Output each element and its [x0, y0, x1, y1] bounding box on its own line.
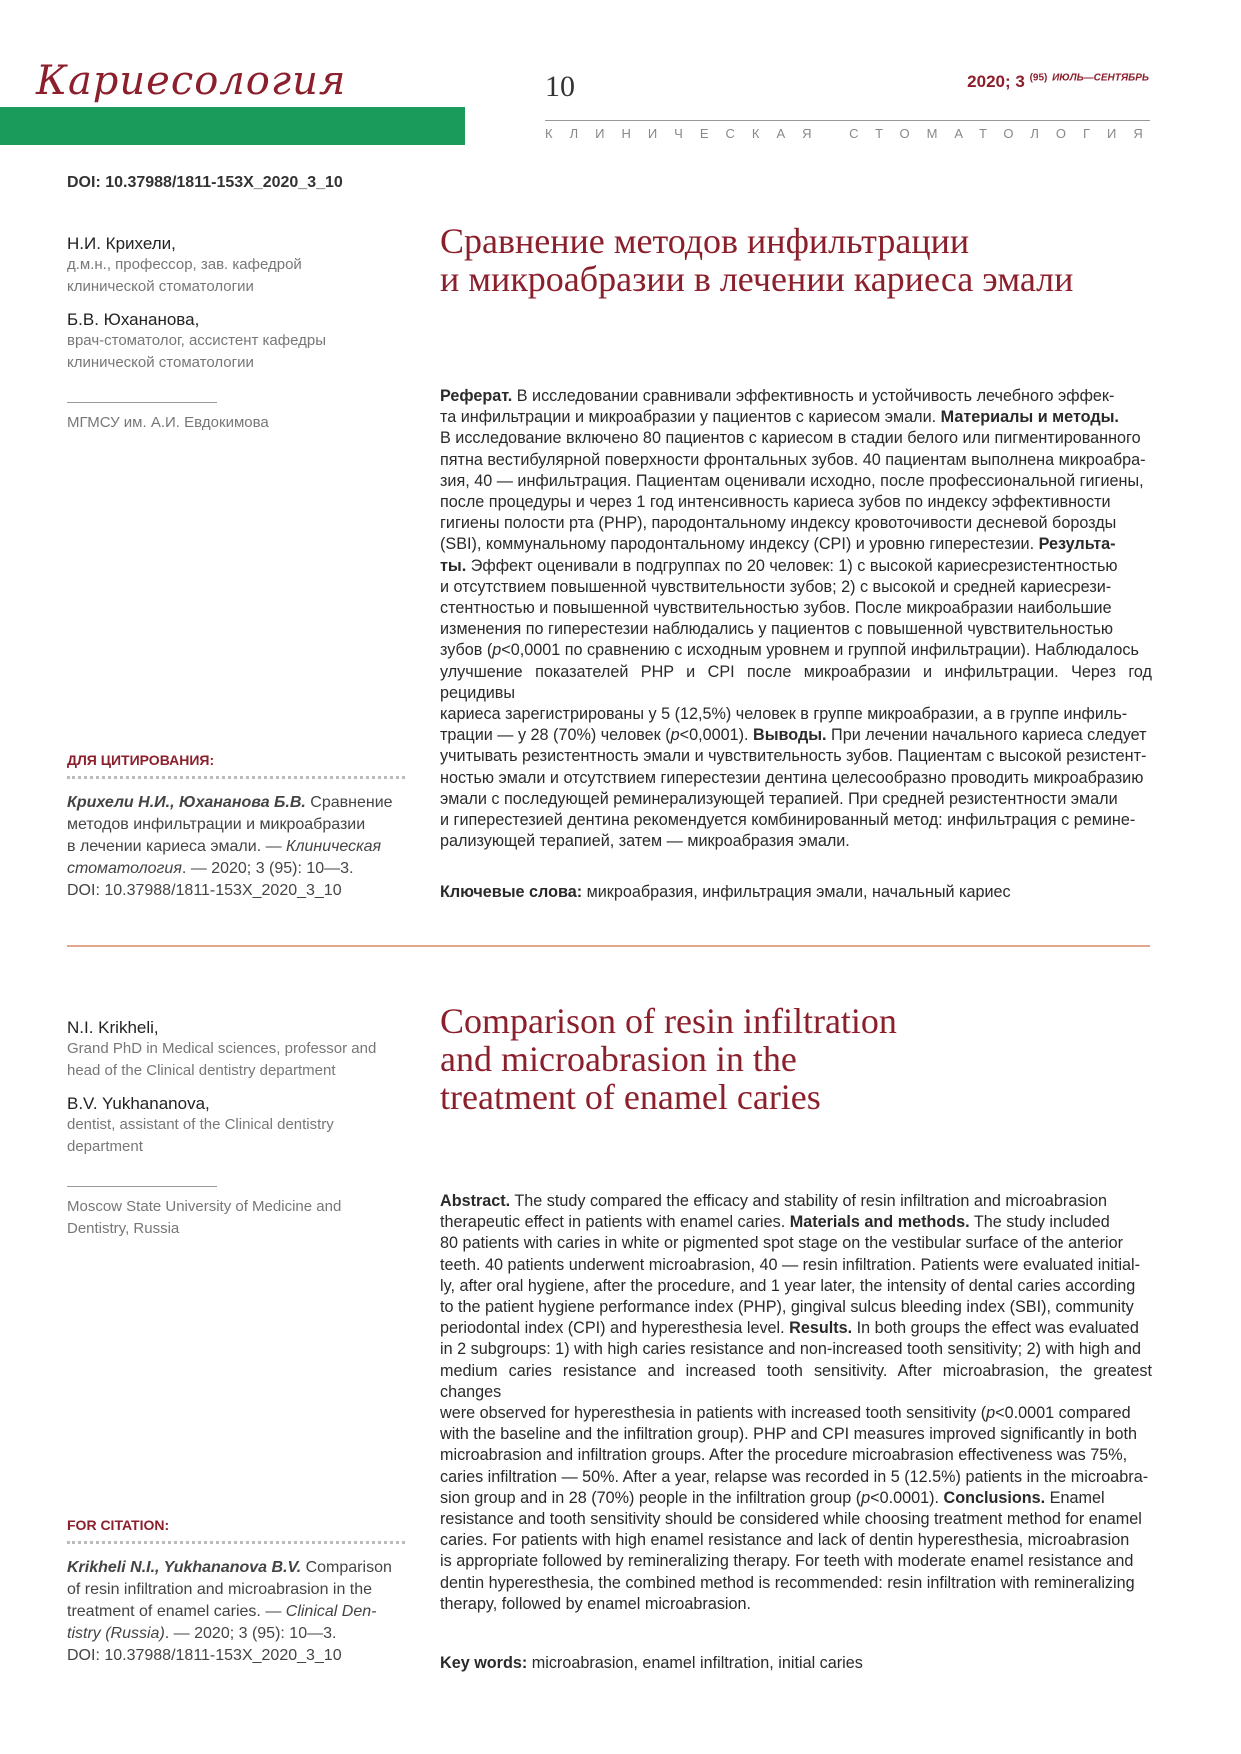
ru-abstract-line: учитывать резистентность эмали и чувствительность зубов. Пациентам с высокой резистент- [440, 747, 1147, 766]
ru-abstract-line: (SBI), коммунальному пародонтальному индексу (CPI) и уровню гиперестезии. Результа- [440, 535, 1116, 554]
en-citation-line: tistry (Russia). — 2020; 3 (95): 10—3. [67, 1625, 337, 1642]
journal-name: КЛИНИЧЕСКАЯ СТОМАТОЛОГИЯ [545, 126, 1160, 141]
en-keywords-text: microabrasion, enamel infiltration, initial caries [527, 1654, 863, 1672]
ru-citation-line: методов инфильтрации и микроабразии [67, 816, 366, 833]
en-author-2-desc-line: department [67, 1138, 143, 1155]
en-abstract-line: is appropriate followed by remineralizing therapy. For teeth with moderate enamel resistance and [440, 1552, 1134, 1571]
en-affiliation [67, 1196, 341, 1240]
header-rule [545, 120, 1150, 121]
ru-citation-heading: ДЛЯ ЦИТИРОВАНИЯ: [67, 752, 215, 768]
en-abstract-line: therapy, followed by enamel microabrasion. [440, 1594, 752, 1613]
ru-abstract-line: рализующей терапией, затем — микроабразия эмали. [440, 832, 850, 851]
ru-abstract-line: зия, 40 — инфильтрация. Пациентам оценивали исходно, после профессиональной гигиены, [440, 471, 1144, 490]
en-author-2-desc-line: dentist, assistant of the Clinical dentistry [67, 1116, 334, 1133]
issue-info [967, 72, 1149, 92]
ru-authors [67, 234, 407, 374]
en-abstract-line: to the patient hygiene performance index (PHP), gingival sulcus bleeding index (SBI), community [440, 1298, 1134, 1317]
en-citation-line: Krikheli N.I., Yukhananova B.V. Comparison [67, 1559, 392, 1576]
ru-author-2-desc [67, 330, 407, 374]
ru-affil-rule [67, 402, 217, 403]
en-abstract [440, 1191, 1152, 1615]
en-citation [67, 1557, 417, 1667]
ru-abstract-line: стентностью и повышенной чувствительностью зубов. После микроабразии наибольшие [440, 599, 1112, 618]
en-abstract-line: sion group and in 28 (70%) people in the infiltration group (p<0.0001). Conclusions. Enamel [440, 1488, 1105, 1507]
en-affiliation-line: Dentistry, Russia [67, 1220, 180, 1237]
en-keywords [440, 1653, 1152, 1674]
en-abstract-line: ly, after oral hygiene, after the procedure, and 1 year later, the intensity of dental caries according [440, 1276, 1136, 1295]
en-abstract-line: dentin hyperesthesia, the combined method is recommended: resin infiltration with remineralizing [440, 1573, 1135, 1592]
page-number: 10 [545, 70, 575, 103]
en-abstract-line: microabrasion and infiltration groups. After the procedure microabrasion effectiveness was 75%, [440, 1446, 1128, 1465]
en-title-line: and microabrasion in the [440, 1039, 797, 1079]
ru-title-line: Сравнение методов инфильтрации [440, 221, 970, 261]
ru-keywords-text: микроабразия, инфильтрация эмали, начальный кариес [582, 883, 1011, 901]
en-citation-line: of resin infiltration and microabrasion in the [67, 1581, 373, 1598]
ru-author-2-desc-line: клинической стоматологии [67, 354, 254, 371]
ru-abstract-line: кариеса зарегистрированы у 5 (12,5%) человек в группе микроабразии, а в группе инфиль- [440, 705, 1128, 724]
issue-year: 2020; 3 [967, 72, 1025, 91]
ru-abstract-line: гигиены полости рта (PHP), пародонтальному индексу кровоточивости десневой борозды [440, 514, 1117, 533]
en-keywords-label: Key words: [440, 1654, 528, 1672]
ru-author-1-desc [67, 254, 407, 298]
ru-title [440, 222, 1160, 298]
ru-abstract-line: изменения по гиперестезии наблюдались у пациентов с повышенной чувствительностью [440, 620, 1114, 639]
ru-citation [67, 792, 412, 902]
en-affil-rule [67, 1186, 217, 1187]
en-author-1-desc [67, 1038, 412, 1082]
en-abstract-line: teeth. 40 patients underwent microabrasion, 40 — resin infiltration. Patients were evaluated initial- [440, 1255, 1141, 1274]
ru-abstract-line: зубов (p<0,0001 по сравнению с исходным уровнем и группой инфильтрации). Наблюдалось [440, 641, 1139, 660]
ru-author-2-name: Б.В. Юхананова, [67, 310, 200, 329]
ru-abstract-line: та инфильтрации и микроабразии у пациентов с кариесом эмали. Материалы и методы. [440, 408, 1119, 427]
ru-abstract-line: пятна вестибулярной поверхности фронтальных зубов. 40 пациентам выполнена микроабра- [440, 450, 1146, 469]
section-divider [67, 945, 1150, 947]
ru-abstract-line: Реферат. В исследовании сравнивали эффективность и устойчивость лечебного эффек- [440, 387, 1115, 405]
ru-citation-dots [67, 776, 405, 779]
ru-author-1-desc-line: клинической стоматологии [67, 278, 254, 295]
ru-title-line: и микроабразии в лечении кариеса эмали [440, 259, 1074, 299]
ru-keywords-label: Ключевые слова: [440, 883, 583, 901]
en-abstract-line: therapeutic effect in patients with enamel caries. Materials and methods. The study included [440, 1213, 1110, 1232]
ru-author-2-desc-line: врач-стоматолог, ассистент кафедры [67, 332, 327, 349]
ru-abstract-line: эмали с последующей реминерализующей терапией. При средней резистентности эмали [440, 789, 1118, 808]
en-abstract-line: in 2 subgroups: 1) with high caries resistance and non-increased tooth sensitivity; 2) with high and [440, 1340, 1141, 1359]
en-abstract-line: resistance and tooth sensitivity should be considered while choosing treatment method for enamel [440, 1510, 1142, 1529]
ru-citation-line: Крихели Н.И., Юхананова Б.В. Сравнение [67, 794, 393, 811]
section-color-bar [0, 107, 465, 145]
ru-citation-line: в лечении кариеса эмали. — Клиническая [67, 838, 382, 855]
en-abstract-line: periodontal index (CPI) and hyperesthesia level. Results. In both groups the effect was evaluated [440, 1319, 1139, 1338]
en-author-1-name: N.I. Krikheli, [67, 1018, 159, 1037]
en-title-line: treatment of enamel caries [440, 1077, 821, 1117]
en-abstract-line: caries. For patients with high enamel resistance and lack of dentin hyperesthesia, microabrasion [440, 1531, 1130, 1550]
ru-abstract-line: улучшение показателей PHP и CPI после микроабразии и инфильтрации. Через год рецидивы [440, 662, 1152, 702]
ru-abstract-line: ты. Эффект оценивали в подгруппах по 20 человек: 1) с высокой кариесрезистентностью [440, 556, 1118, 575]
ru-abstract-line: и гиперестезией дентина рекомендуется комбинированный метод: инфильтрация с ремине- [440, 811, 1136, 830]
en-author-2-name: B.V. Yukhananova, [67, 1094, 210, 1113]
en-author-1-desc-line: Grand PhD in Medical sciences, professor and [67, 1040, 377, 1057]
ru-abstract-line: ностью эмали и отсутствием гиперестезии дентина целесообразно проводить микроабразию [440, 768, 1144, 787]
ru-abstract-line: трации — у 28 (70%) человек (p<0,0001). Выводы. При лечении начального кариеса следует [440, 726, 1147, 745]
en-abstract-line: medium caries resistance and increased tooth sensitivity. After microabrasion, the greatest changes [440, 1361, 1152, 1401]
en-author-2-desc [67, 1114, 412, 1158]
ru-author-1-name: Н.И. Крихели, [67, 234, 176, 253]
ru-citation-line: стоматология. — 2020; 3 (95): 10—3. [67, 860, 354, 877]
en-abstract-line: Abstract. The study compared the efficacy and stability of resin infiltration and microabrasion [440, 1192, 1108, 1210]
en-citation-line: DOI: 10.37988/1811-153X_2020_3_10 [67, 1647, 342, 1664]
ru-citation-line: DOI: 10.37988/1811-153X_2020_3_10 [67, 882, 342, 899]
en-title [440, 1002, 1160, 1116]
ru-abstract-line: и отсутствием повышенной чувствительности зубов; 2) с высокой и средней кариесрези- [440, 577, 1112, 596]
en-author-1-desc-line: head of the Clinical dentistry department [67, 1062, 336, 1079]
en-citation-dots [67, 1541, 405, 1544]
en-abstract-line: 80 patients with caries in white or pigmented spot stage on the vestibular surface of the anterior [440, 1234, 1123, 1253]
ru-affiliation: МГМСУ им. А.И. Евдокимова [67, 414, 269, 431]
en-abstract-line: with the baseline and the infiltration group). PHP and CPI measures improved significantly in both [440, 1425, 1138, 1444]
en-abstract-line: caries infiltration — 50%. After a year, relapse was recorded in 5 (12.5%) patients in the microabra- [440, 1467, 1149, 1486]
en-abstract-line: were observed for hyperesthesia in patients with increased tooth sensitivity (p<0.0001 compared [440, 1404, 1131, 1423]
issue-number: (95) [1029, 72, 1048, 84]
issue-months: ИЮЛЬ—СЕНТЯБРЬ [1052, 72, 1149, 84]
ru-abstract-line: после процедуры и через 1 год интенсивность кариеса зубов по индексу эффективности [440, 493, 1111, 512]
en-authors [67, 1018, 412, 1158]
en-citation-line: treatment of enamel caries. — Clinical Den- [67, 1603, 377, 1620]
en-citation-heading: FOR CITATION: [67, 1517, 170, 1533]
ru-author-1-desc-line: д.м.н., профессор, зав. кафедрой [67, 256, 302, 273]
en-title-line: Comparison of resin infiltration [440, 1001, 897, 1041]
ru-keywords [440, 882, 1152, 903]
ru-abstract [440, 386, 1152, 852]
doi: DOI: 10.37988/1811-153X_2020_3_10 [67, 174, 343, 191]
section-logo: Кариесология [36, 58, 347, 104]
ru-abstract-line: В исследование включено 80 пациентов с кариесом в стадии белого или пигментированного [440, 429, 1141, 448]
en-affiliation-line: Moscow State University of Medicine and [67, 1198, 342, 1215]
